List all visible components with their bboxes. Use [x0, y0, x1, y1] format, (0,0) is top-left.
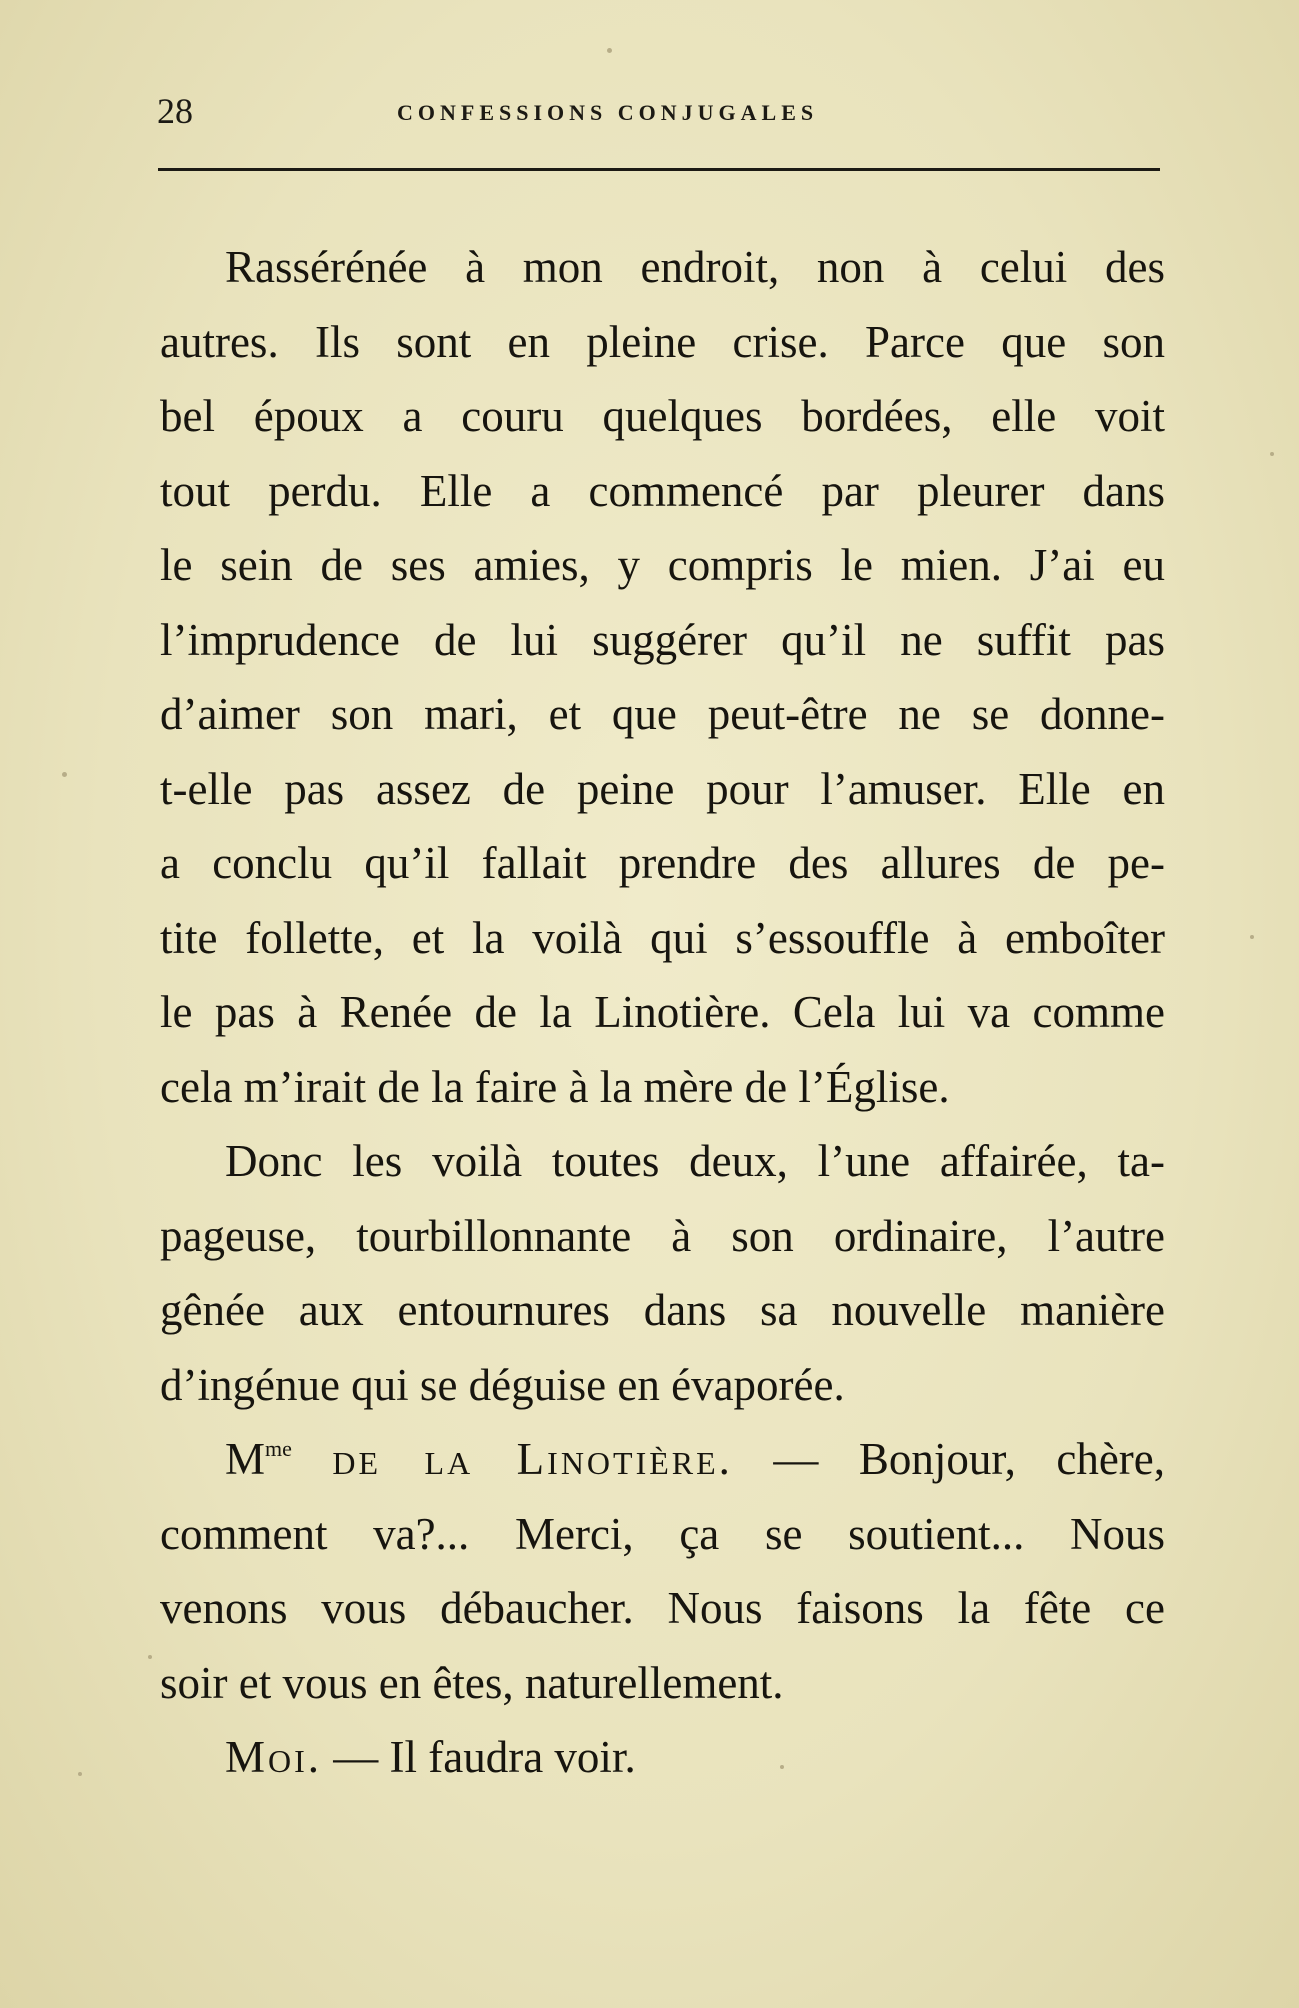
- dialogue-paragraph: [160, 1422, 1165, 1720]
- text-line: bel époux a couru quelques bordées, elle voit: [160, 391, 1165, 441]
- text-line: le pas à Renée de la Linotière. Cela lui va comme: [160, 987, 1165, 1037]
- text-line: tout perdu. Elle a commencé par pleurer dans: [160, 465, 1165, 516]
- text-line: d’aimer son mari, et que peut-être ne se donne-: [160, 689, 1165, 739]
- text-line: d’ingénue qui se déguise en évaporée.: [160, 1359, 845, 1410]
- paragraph: [160, 230, 1165, 1124]
- text-line: a conclu qu’il fallait prendre des allures de pe-: [160, 838, 1165, 888]
- text-line: l’imprudence de lui suggérer qu’il ne suffit pas: [160, 614, 1165, 665]
- page-header: [157, 90, 1157, 130]
- dialogue-paragraph: [160, 1720, 1165, 1795]
- page-number: 28: [157, 91, 193, 131]
- text-line: Rassérénée à mon endroit, non à celui des: [225, 242, 1165, 292]
- text-line: Donc les voilà toutes deux, l’une affairée, ta-: [225, 1136, 1165, 1186]
- speaker-prefix: M: [225, 1434, 266, 1484]
- paper-speck: [148, 1655, 152, 1659]
- dialogue-text: — Il faudra voir.: [333, 1732, 636, 1782]
- text-line: cela m’irait de la faire à la mère de l’Église.: [160, 1061, 950, 1112]
- paper-speck: [78, 1772, 82, 1776]
- text-line: gênée aux entournures dans sa nouvelle manière: [160, 1285, 1165, 1335]
- dialogue-text: — Bonjour, chère,: [773, 1434, 1165, 1484]
- running-title: CONFESSIONS CONJUGALES: [397, 100, 819, 125]
- text-line: comment va?... Merci, ça se soutient... Nous: [160, 1508, 1165, 1559]
- dialogue-first-line: [160, 1720, 1165, 1795]
- speaker-name: de la Linotière.: [332, 1434, 733, 1484]
- dialogue-first-line: [160, 1422, 1165, 1497]
- speaker-superscript: me: [265, 1436, 292, 1461]
- paper-speck: [607, 48, 612, 53]
- header-rule: [158, 168, 1160, 171]
- body-text: [160, 230, 1165, 1795]
- paper-speck: [62, 772, 67, 777]
- speaker-name: Moi.: [225, 1732, 323, 1782]
- text-line: venons vous débaucher. Nous faisons la fête ce: [160, 1583, 1165, 1633]
- paper-speck: [1250, 935, 1254, 939]
- text-line: tite follette, et la voilà qui s’essouffle à emboîter: [160, 912, 1165, 963]
- paragraph: [160, 1124, 1165, 1422]
- paper-speck: [1270, 452, 1274, 456]
- text-line: soir et vous en êtes, naturellement.: [160, 1657, 784, 1708]
- text-line: pageuse, tourbillonnante à son ordinaire, l’autre: [160, 1210, 1165, 1261]
- text-line: le sein de ses amies, y compris le mien. J’ai eu: [160, 540, 1165, 590]
- text-line: t-elle pas assez de peine pour l’amuser. Elle en: [160, 763, 1165, 814]
- text-line: autres. Ils sont en pleine crise. Parce que son: [160, 316, 1165, 367]
